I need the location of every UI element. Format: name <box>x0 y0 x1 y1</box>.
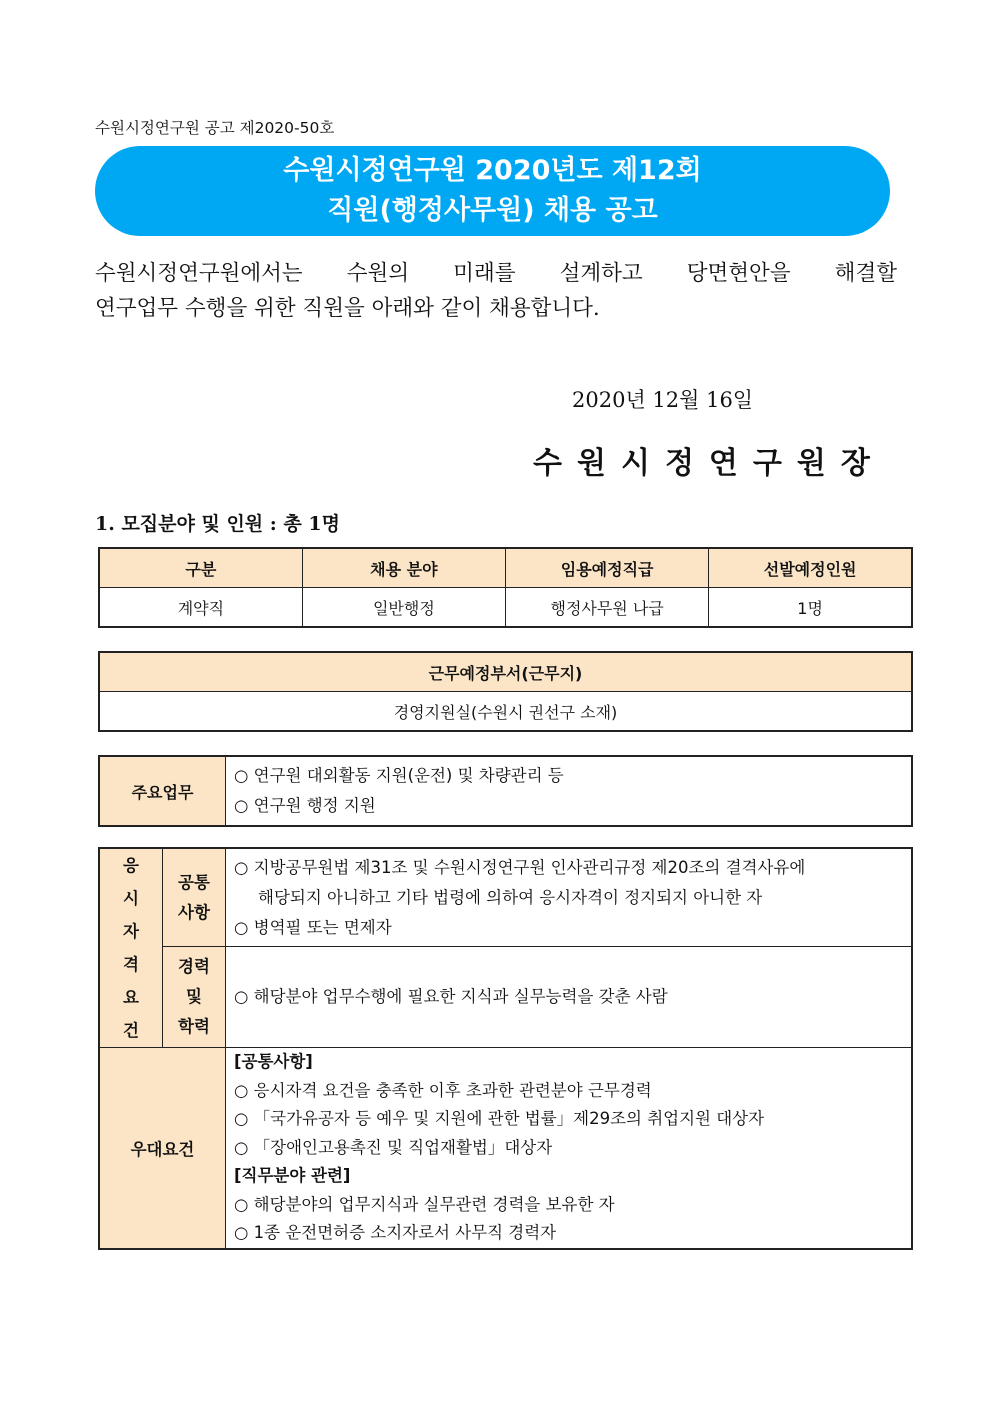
title-banner <box>95 146 890 236</box>
preference-heading-common: [공통사항] <box>234 1052 313 1071</box>
signer-title: 수원시정연구원장 <box>533 446 885 481</box>
title-line-1: 수원시정연구원 2020년도 제12회 <box>283 155 702 186</box>
header-count: 선발예정인원 <box>709 548 912 588</box>
list-item: ○ 지방공무원법 제31조 및 수원시정연구원 인사관리규정 제20조의 결격사유에 <box>234 857 806 877</box>
table-header-row <box>99 548 912 588</box>
cell-grade: 행정사무원 나급 <box>506 588 709 628</box>
notice-number: 수원시정연구원 공고 제2020-50호 <box>95 119 335 137</box>
career-label-text: 경력 및 학력 <box>178 957 210 1037</box>
recruit-table <box>98 547 913 628</box>
list-item-continued: 해당되지 아니하고 기타 법령에 의하여 응시자격이 정지되지 아니한 자 <box>258 887 763 907</box>
cell-count: 1명 <box>709 588 912 628</box>
list-item: ○ 「장애인고용촉진 및 직업재활법」대상자 <box>234 1137 553 1157</box>
list-item: ○ 해당분야 업무수행에 필요한 지식과 실무능력을 갖춘 사람 <box>234 987 668 1007</box>
header-field: 채용 분야 <box>302 548 505 588</box>
preference-heading-job: [직무분야 관련] <box>234 1166 351 1185</box>
cell-category: 계약직 <box>99 588 302 628</box>
intro-line-1: 수원시정연구원에서는 수원의 미래를 설계하고 당면현안을 해결할 <box>95 261 897 286</box>
common-label-text: 공통 사항 <box>178 872 210 922</box>
header-grade: 임용예정직급 <box>506 548 709 588</box>
qualification-table <box>98 847 913 1250</box>
common-items <box>226 848 913 947</box>
preference-label: 우대요건 <box>99 1048 226 1249</box>
intro-paragraph <box>95 256 897 326</box>
intro-line-2: 연구업무 수행을 위한 직원을 아래와 같이 채용합니다. <box>95 296 600 321</box>
section-1-title: 1. 모집분야 및 인원 : 총 1명 <box>95 513 340 535</box>
career-items <box>226 947 913 1048</box>
list-item: ○ 「국가유공자 등 예우 및 지원에 관한 법률」제29조의 취업지원 대상자 <box>234 1109 765 1128</box>
cell-field: 일반행정 <box>302 588 505 628</box>
duties-label: 주요업무 <box>99 756 226 826</box>
table-row <box>99 588 912 628</box>
list-item: ○ 해당분야의 업무지식과 실무관련 경력을 보유한 자 <box>234 1194 615 1214</box>
department-header: 근무예정부서(근무지) <box>99 652 912 692</box>
department-value: 경영지원실(수원시 권선구 소재) <box>99 692 912 732</box>
qualification-label <box>99 848 163 1048</box>
common-label <box>163 848 226 947</box>
department-table <box>98 651 913 732</box>
title-line-2: 직원(행정사무원) 채용 공고 <box>327 195 658 226</box>
qualification-label-text: 응 시 자 격 요 건 <box>123 856 139 1040</box>
announcement-date: 2020년 12월 16일 <box>572 388 754 412</box>
list-item: ○ 병역필 또는 면제자 <box>234 917 392 937</box>
list-item: ○ 연구원 대외활동 지원(운전) 및 차량관리 등 <box>234 766 564 785</box>
header-category: 구분 <box>99 548 302 588</box>
list-item: ○ 연구원 행정 지원 <box>234 796 376 815</box>
duties-items <box>226 756 913 826</box>
duties-table <box>98 755 913 827</box>
career-label <box>163 947 226 1048</box>
preference-items <box>226 1048 913 1249</box>
list-item: ○ 응시자격 요건을 충족한 이후 초과한 관련분야 근무경력 <box>234 1080 652 1100</box>
list-item: ○ 1종 운전면허증 소지자로서 사무직 경력자 <box>234 1223 557 1242</box>
